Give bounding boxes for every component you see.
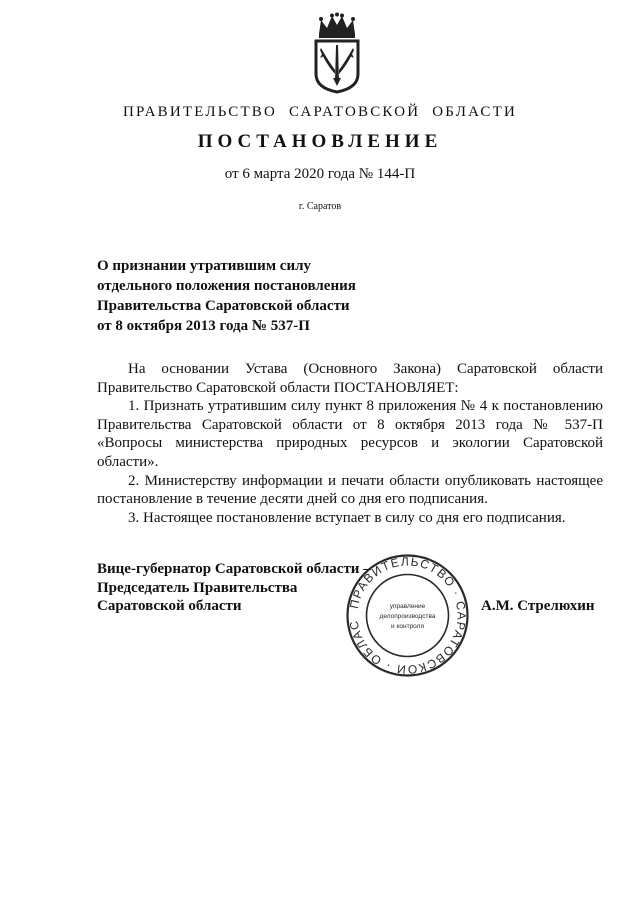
body-paragraph-item-1: 1. Признать утратившим силу пункт 8 приложения № 4 к постановлению Правительства Саратовской области от 8 октября 2013 года № 537-П «Вопросы министерства природных ресурсов и экологии Саратовской области».: [97, 398, 603, 470]
subject-line: О признании утратившим силу: [97, 258, 311, 274]
subject-line: Правительства Саратовской области: [97, 298, 350, 314]
signatory-position-line: Саратовской области: [97, 598, 242, 614]
coat-of-arms-icon: [311, 12, 363, 94]
official-seal: [345, 553, 470, 678]
body-paragraph-item-2: 2. Министерству информации и печати области опубликовать настоящее постановление в течение десяти дней со дня его подписания.: [97, 472, 603, 508]
document-type: ПОСТАНОВЛЕНИЕ: [197, 131, 443, 152]
document-subject: [97, 256, 417, 336]
body-paragraph-preamble: На основании Устава (Основного Закона) Саратовской области Правительство Саратовской области ПОСТАНОВЛЯЕТ:: [97, 361, 603, 396]
document-date-number: от 6 марта 2020 года № 144-П: [224, 166, 416, 182]
signatory-position-line: Председатель Правительства: [97, 579, 298, 596]
body-paragraph-item-3: 3. Настоящее постановление вступает в силу со дня его подписания.: [128, 509, 566, 526]
subject-line: отдельного положения постановления: [97, 278, 356, 294]
signatory-name: А.М. Стрелюхин: [481, 598, 595, 614]
seal-center-line: и контроля: [391, 623, 424, 630]
government-title: ПРАВИТЕЛЬСТВО САРАТОВСКОЙ ОБЛАСТИ: [122, 104, 518, 120]
subject-line: от 8 октября 2013 года № 537-П: [97, 318, 310, 334]
seal-ring-text: ПРАВИТЕЛЬСТВО · САРАТОВСКОЙ · ОБЛАС: [346, 554, 469, 677]
seal-center-line: делопроизводства: [379, 613, 436, 620]
document-body: [97, 360, 603, 527]
signatory-position-line: Вице-губернатор Саратовской области –: [97, 561, 371, 577]
seal-center-line: управление: [389, 603, 426, 610]
document-city: г. Саратов: [298, 201, 342, 212]
